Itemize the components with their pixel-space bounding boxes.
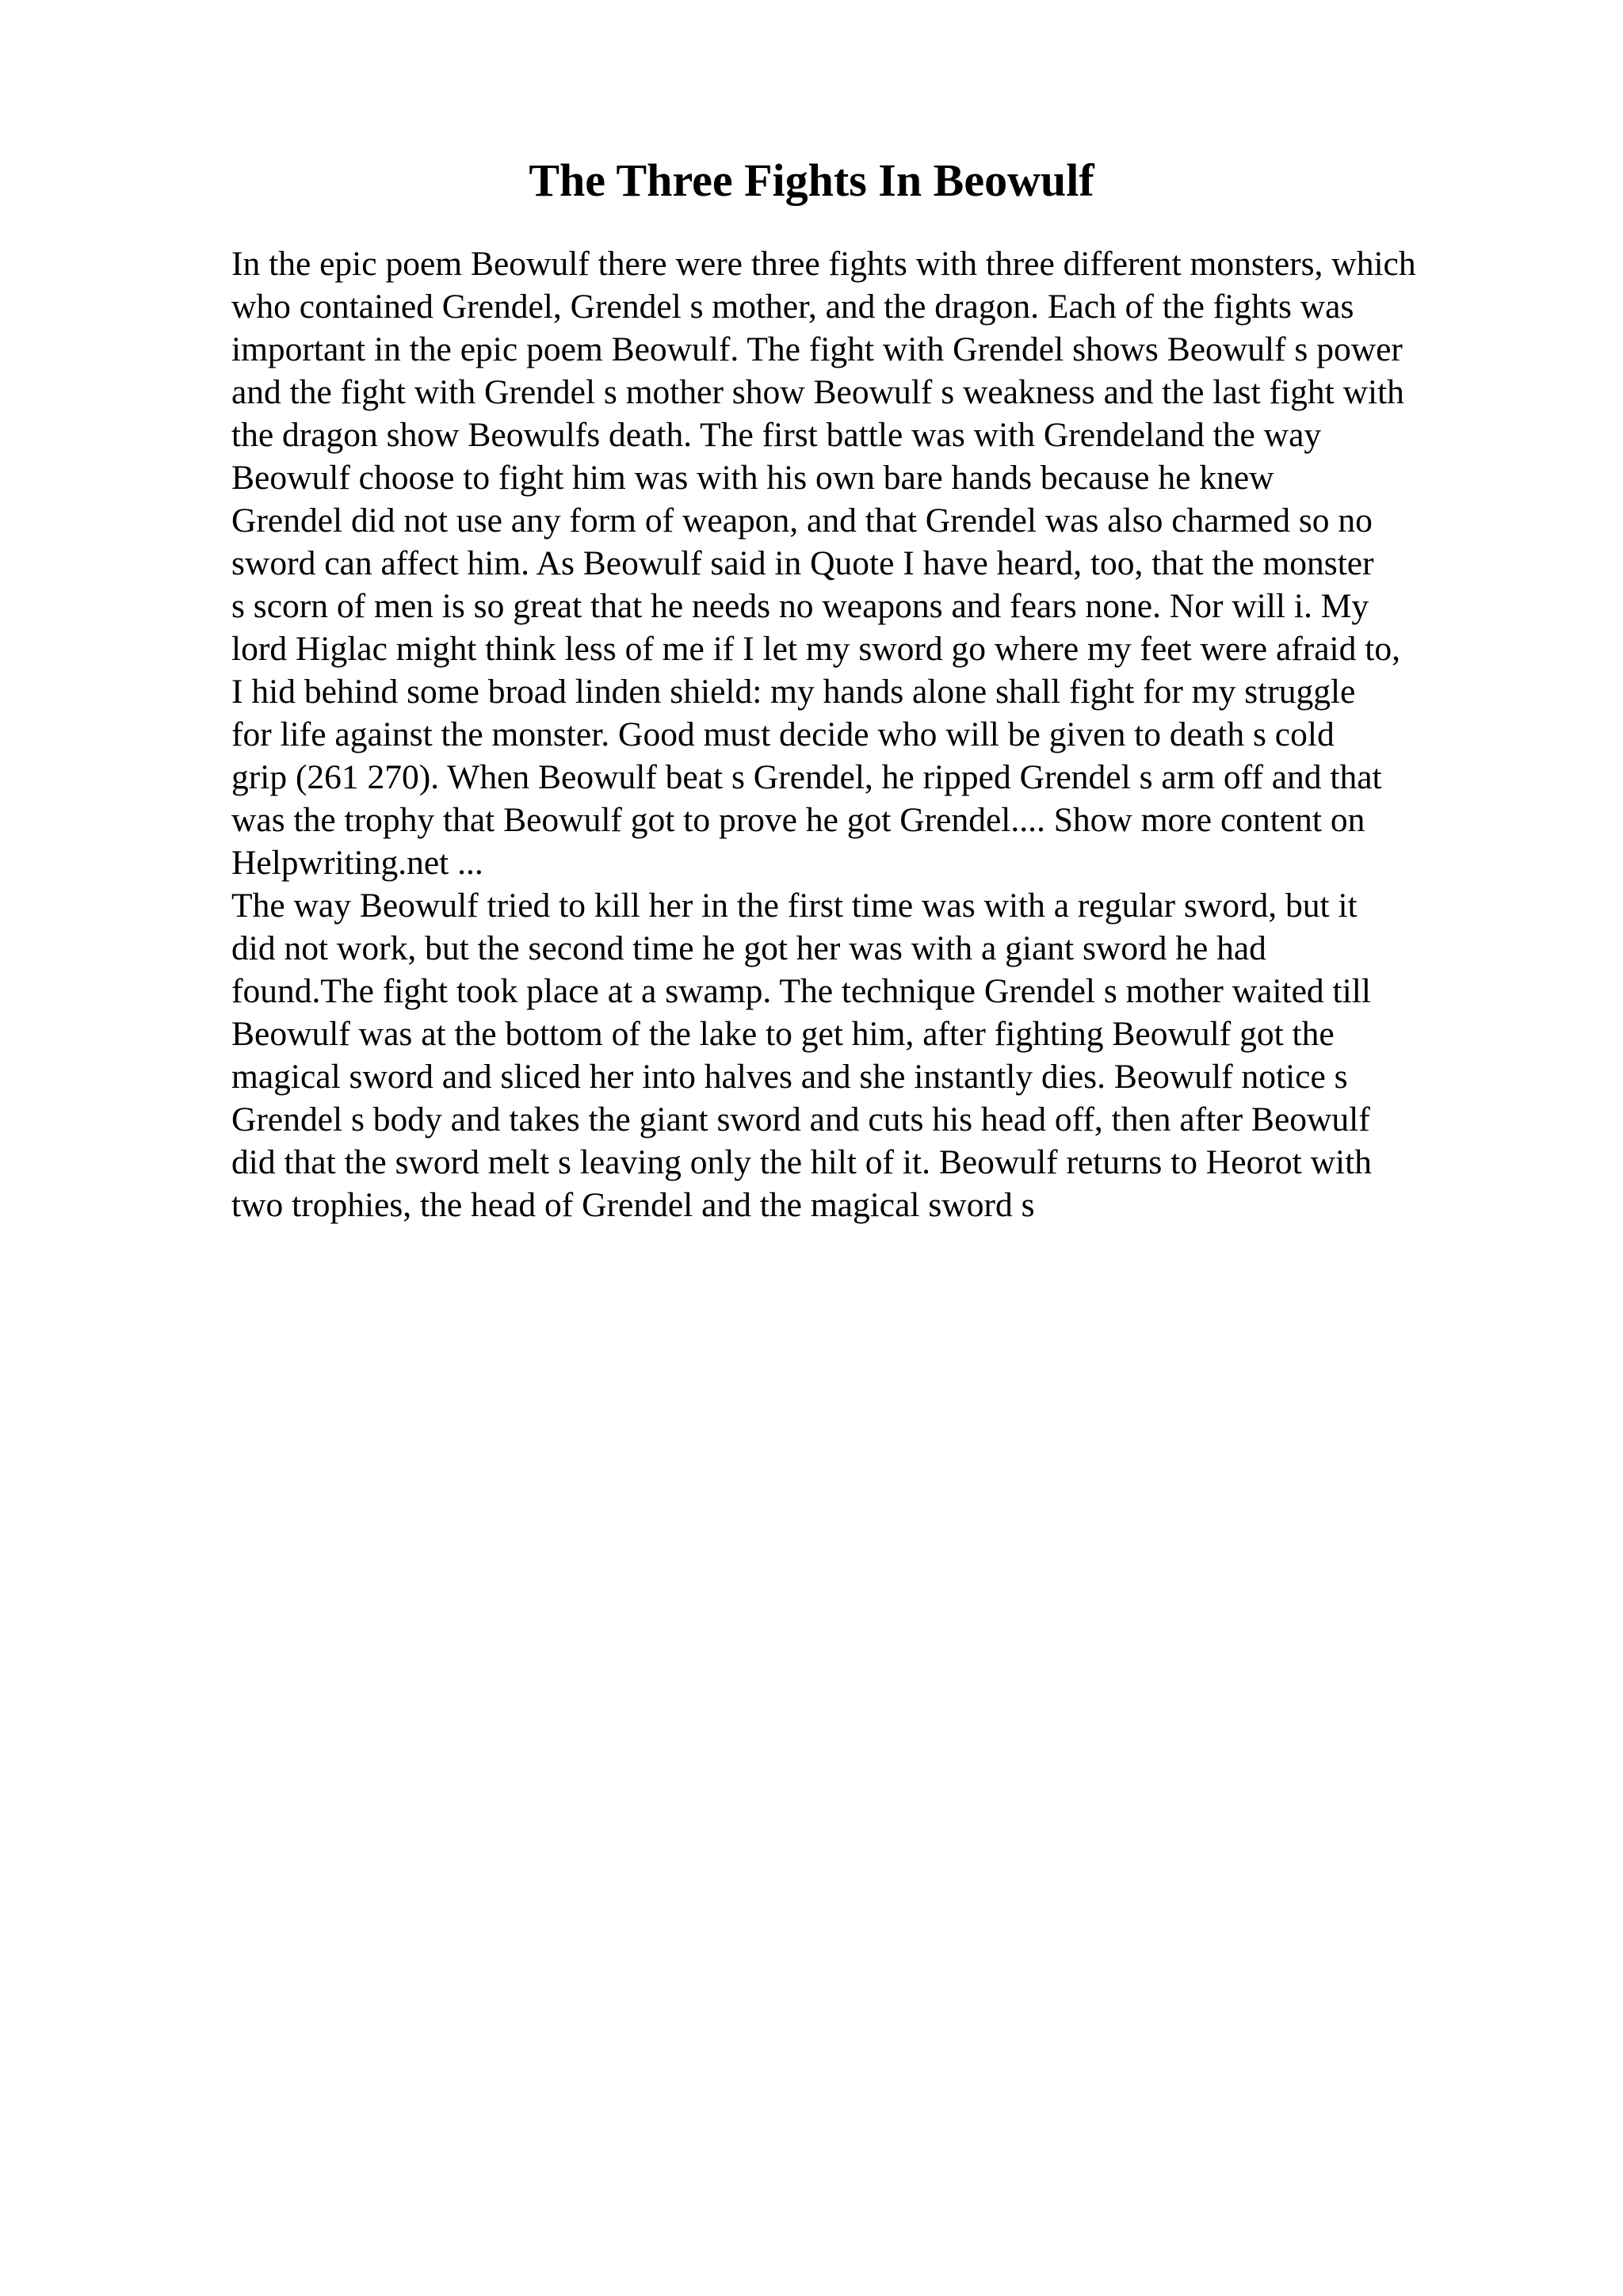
body-line: lord Higlac might think less of me if I let my sword go where my feet were afraid to, (231, 630, 1400, 668)
body-line: s scorn of men is so great that he needs no weapons and fears none. Nor will i. My (231, 587, 1369, 625)
body-line: two trophies, the head of Grendel and the magical sword s (231, 1186, 1035, 1224)
body-line: Grendel did not use any form of weapon, and that Grendel was also charmed so no (231, 502, 1373, 540)
body-line: for life against the monster. Good must decide who will be given to death s cold (231, 715, 1335, 753)
body-line: Beowulf choose to fight him was with his own bare hands because he knew (231, 459, 1274, 497)
body-line: magical sword and sliced her into halves and she instantly dies. Beowulf notice s (231, 1058, 1348, 1096)
body-line: grip (261 270). When Beowulf beat s Grendel, he ripped Grendel s arm off and that (231, 758, 1382, 796)
body-line: Helpwriting.net ... (231, 844, 483, 882)
body-line: The way Beowulf tried to kill her in the first time was with a regular sword, but it (231, 887, 1358, 925)
body-line: I hid behind some broad linden shield: my hands alone shall fight for my struggle (231, 673, 1356, 711)
body-line: and the fight with Grendel s mother show Beowulf s weakness and the last fight with (231, 373, 1404, 411)
body-line: was the trophy that Beowulf got to prove he got Grendel.... Show more content on (231, 801, 1365, 839)
body-line: found.The fight took place at a swamp. The technique Grendel s mother waited till (231, 972, 1371, 1010)
body-line: In the epic poem Beowulf there were three fights with three different monsters, which (231, 245, 1416, 283)
body-line: who contained Grendel, Grendel s mother, and the dragon. Each of the fights was (231, 288, 1354, 326)
body-line: did that the sword melt s leaving only the hilt of it. Beowulf returns to Heorot with (231, 1143, 1372, 1181)
document-title: The Three Fights In Beowulf (529, 154, 1094, 206)
body-line: Beowulf was at the bottom of the lake to get him, after fighting Beowulf got the (231, 1015, 1335, 1053)
document-body (231, 242, 1531, 1226)
body-line: Grendel s body and takes the giant sword and cuts his head off, then after Beowulf (231, 1100, 1370, 1138)
body-line: sword can affect him. As Beowulf said in Quote I have heard, too, that the monster (231, 544, 1374, 582)
body-line: important in the epic poem Beowulf. The fight with Grendel shows Beowulf s power (231, 330, 1403, 368)
body-line: the dragon show Beowulfs death. The first battle was with Grendeland the way (231, 416, 1322, 454)
body-line: did not work, but the second time he got her was with a giant sword he had (231, 929, 1266, 967)
